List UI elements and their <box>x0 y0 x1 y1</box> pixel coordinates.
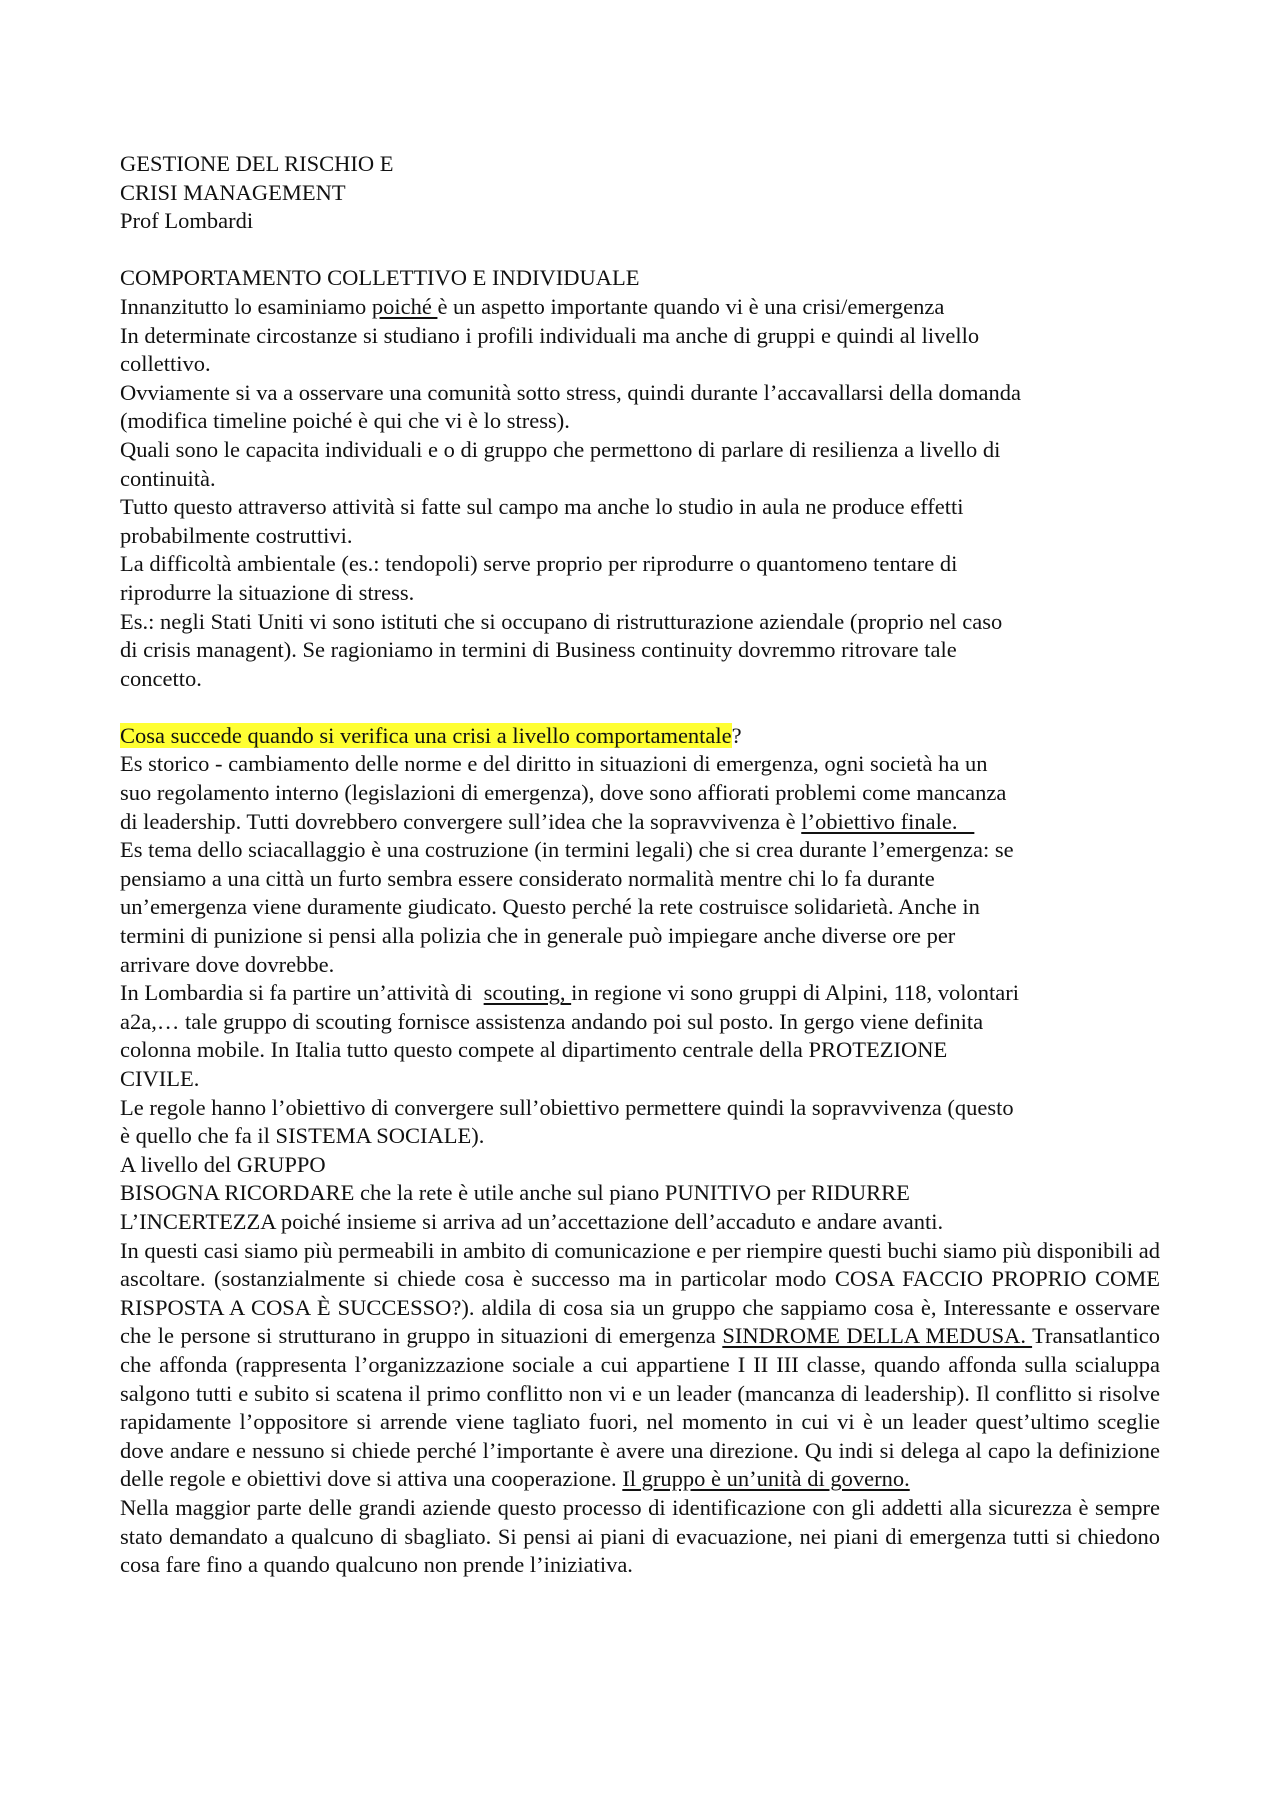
paragraph-b-line-1: Es tema dello sciacallaggio è una costruzione (in termini legali) che si crea durante l’emergenza: se <box>120 837 1014 863</box>
paragraph-b-line-4: termini di punizione si pensi alla polizia che in generale può impiegare anche diverse ore per <box>120 923 956 949</box>
underlined-text: poiché <box>371 293 438 319</box>
highlighted-text: Cosa succede quando si verifica una crisi a livello comportamentale <box>120 722 732 748</box>
text-run: di leadership. Tutti dovrebbero convergere sull’idea che la sopravvivenza è <box>120 808 802 834</box>
text-run: In Lombardia si fa partire un’attività di <box>120 980 484 1006</box>
paragraph-6-line-1: La difficoltà ambientale (es.: tendopoli) serve proprio per riprodurre o quantomeno tentare di <box>120 551 958 577</box>
paragraph-f-line-1: BISOGNA RICORDARE che la rete è utile anche sul piano PUNITIVO per RIDURRE <box>120 1180 910 1206</box>
underlined-text: SINDROME DELLA MEDUSA. <box>722 1323 1033 1349</box>
title-line-1: GESTIONE DEL RISCHIO E <box>120 151 394 176</box>
paragraph-3-line-1: Ovviamente si va a osservare una comunità sotto stress, quindi durante l’accavallarsi della domanda <box>120 379 1021 405</box>
paragraph-2-line-2: collettivo. <box>120 351 211 377</box>
spacer <box>120 236 1160 265</box>
paragraph-b-line-5: arrivare dove dovrebbe. <box>120 951 335 977</box>
paragraph-5-line-1: Tutto questo attraverso attività si fatte sul campo ma anche lo studio in aula ne produce effetti <box>120 494 964 520</box>
paragraph-1 <box>120 293 1160 322</box>
title-line-2: CRISI MANAGEMENT <box>120 179 346 205</box>
paragraph-a-line-2: suo regolamento interno (legislazioni di emergenza), dove sono affiorati problemi come mancanza <box>120 780 1007 806</box>
professor-name: Prof Lombardi <box>120 208 254 234</box>
paragraph-b-line-3: un’emergenza viene duramente giudicato. Questo perché la rete costruisce solidarietà. Anche in <box>120 894 980 920</box>
paragraph-h: Nella maggior parte delle grandi aziende questo processo di identificazione con gli addetti alla sicurezza è sempre stato demandato a qualcuno di sbagliato. Si pensi ai piani di evacuazione, nei piani di emergenza tutti si chiedono cosa fare fino a quando qualcuno non prende l’iniziativa. <box>120 1494 1160 1578</box>
text-run: in regione vi sono gruppi di Alpini, 118, volontari <box>571 980 1020 1006</box>
paragraph-f-line-2: L’INCERTEZZA poiché insieme si arriva ad un’accettazione dell’accaduto e andare avanti. <box>120 1208 944 1234</box>
underlined-text: scouting, <box>483 980 572 1006</box>
document-page <box>120 150 1160 1580</box>
spacer <box>120 693 1160 722</box>
paragraph-a-line-1: Es storico - cambiamento delle norme e del diritto in situazioni di emergenza, ogni società ha un <box>120 751 988 777</box>
paragraph-7-line-1: Es.: negli Stati Uniti vi sono istituti che si occupano di ristrutturazione aziendale (proprio nel caso <box>120 608 1003 634</box>
paragraph-5-line-2: probabilmente costruttivi. <box>120 522 353 548</box>
paragraph-4-line-2: continuità. <box>120 465 216 491</box>
paragraph-2-line-1: In determinate circostanze si studiano i profili individuali ma anche di gruppi e quindi al livello <box>120 322 980 348</box>
text-run: Innanzitutto lo esaminiamo <box>120 293 372 319</box>
paragraph-7-line-2: di crisis managent). Se ragioniamo in termini di Business continuity dovremmo ritrovare tale <box>120 637 957 663</box>
highlighted-question <box>120 722 1160 751</box>
paragraph-4-line-1: Quali sono le capacita individuali e o di gruppo che permettono di parlare di resilienza a livello di <box>120 436 1001 462</box>
paragraph-d-line-2: è quello che fa il SISTEMA SOCIALE). <box>120 1123 485 1149</box>
text-run: è un aspetto importante quando vi è una crisi/emergenza <box>437 293 945 319</box>
underlined-text: l’obiettivo finale. <box>801 808 975 834</box>
text-run: ? <box>731 722 742 748</box>
paragraph-c-line-2: a2a,… tale gruppo di scouting fornisce assistenza andando poi sul posto. In gergo viene definita <box>120 1008 984 1034</box>
group-heading: A livello del GRUPPO <box>120 1151 326 1177</box>
paragraph-a-line-3 <box>120 808 1160 837</box>
underlined-text: Il gruppo è un’unità di governo. <box>622 1466 910 1492</box>
paragraph-7-line-3: concetto. <box>120 665 202 691</box>
paragraph-3-line-2: (modifica timeline poiché è qui che vi è lo stress). <box>120 408 570 434</box>
section-heading: COMPORTAMENTO COLLETTIVO E INDIVIDUALE <box>120 265 640 291</box>
text-run: In questi casi siamo più permeabili in ambito di comunicazione e per riempire questi buchi siamo più disponibili ad ascoltare. (sostanzialmente si chiede cosa è successo ma in particolar modo COSA FACCIO PROPRIO COME RISPOSTA A COSA È SUCCESSO?). aldila di cosa sia un gruppo che sappiamo cosa è, Interessante e osservare che le persone si strutturano in gruppo in situazioni di emergenza <box>120 1237 1160 1349</box>
paragraph-6-line-2: riprodurre la situazione di stress. <box>120 579 415 605</box>
paragraph-g <box>120 1237 1160 1494</box>
paragraph-c-line-4: CIVILE. <box>120 1066 200 1091</box>
paragraph-c-line-1 <box>120 979 1160 1008</box>
paragraph-d-line-1: Le regole hanno l’obiettivo di convergere sull’obiettivo permettere quindi la sopravvivenza (questo <box>120 1094 1014 1120</box>
text-run: Transatlantico che affonda (rappresenta l’organizzazione sociale a cui appartiene I II III classe, quando affonda sulla scialuppa salgono tutti e subito si scatena il primo conflitto non vi e un leader (mancanza di leadership). Il conflitto si risolve rapidamente l’oppositore si arrende viene tagliato fuori, nel momento in cui vi è un leader quest’ultimo sceglie dove andare e nessuno si chiede perché l’importante è avere una direzione. Qu indi si delega al capo la definizione delle regole e obiettivi dove si attiva una cooperazione. <box>120 1323 1160 1492</box>
paragraph-b-line-2: pensiamo a una città un furto sembra essere considerato normalità mentre chi lo fa durante <box>120 865 935 891</box>
paragraph-c-line-3: colonna mobile. In Italia tutto questo compete al dipartimento centrale della PROTEZIONE <box>120 1037 948 1063</box>
